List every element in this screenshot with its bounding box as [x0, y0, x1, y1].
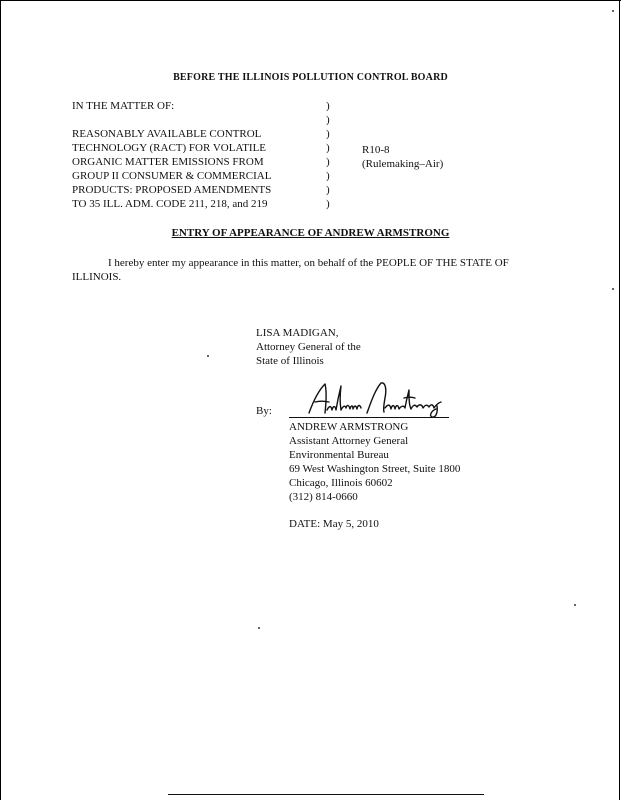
docket-type: (Rulemaking–Air) — [362, 158, 444, 170]
caption-line: GROUP II CONSUMER & COMMERCIAL — [72, 170, 272, 182]
caption-line: TECHNOLOGY (RACT) FOR VOLATILE — [72, 142, 267, 154]
scan-speck — [612, 10, 614, 12]
caption-paren: ) — [326, 156, 330, 168]
by-label: By: — [256, 405, 272, 417]
scan-speck — [574, 604, 576, 606]
caption-paren: ) — [326, 142, 330, 154]
caption-paren: ) — [326, 198, 330, 210]
caption-line: TO 35 ILL. ADM. CODE 211, 218, and 219 — [72, 198, 268, 210]
caption-paren: ) — [326, 100, 330, 112]
scan-speck — [258, 627, 260, 629]
page-border-left — [0, 0, 1, 800]
docket-number: R10-8 — [362, 144, 390, 156]
bottom-rule — [168, 794, 484, 795]
caption-paren: ) — [326, 128, 330, 140]
board-heading: BEFORE THE ILLINOIS POLLUTION CONTROL BOARD — [173, 72, 448, 83]
handwritten-signature — [305, 380, 455, 420]
signer-title: Assistant Attorney General — [289, 435, 409, 447]
signature-date: DATE: May 5, 2010 — [289, 518, 379, 530]
principal-title: State of Illinois — [256, 355, 324, 367]
caption-line: ORGANIC MATTER EMISSIONS FROM — [72, 156, 264, 168]
caption-line: PRODUCTS: PROPOSED AMENDMENTS — [72, 184, 272, 196]
signature-line — [289, 417, 449, 418]
caption-paren: ) — [326, 170, 330, 182]
principal-title: Attorney General of the — [256, 341, 361, 353]
entry-title: ENTRY OF APPEARANCE OF ANDREW ARMSTRONG — [171, 227, 450, 239]
signer-city: Chicago, Illinois 60602 — [289, 477, 393, 489]
principal-name: LISA MADIGAN, — [256, 327, 339, 339]
caption-line: IN THE MATTER OF: — [72, 100, 175, 112]
scan-speck — [207, 355, 209, 357]
caption-paren: ) — [326, 114, 330, 126]
scan-speck — [612, 288, 614, 290]
page-border-right — [619, 0, 620, 800]
signer-phone: (312) 814-0660 — [289, 491, 358, 503]
caption-line: REASONABLY AVAILABLE CONTROL — [72, 128, 262, 140]
signer-street: 69 West Washington Street, Suite 1800 — [289, 463, 461, 475]
caption-paren: ) — [326, 184, 330, 196]
appearance-text: I hereby enter my appearance in this matter, on behalf of the PEOPLE OF THE STATE OF ILLINOIS. — [72, 257, 509, 283]
page-border-top — [0, 0, 621, 1]
signer-bureau: Environmental Bureau — [289, 449, 389, 461]
signer-name: ANDREW ARMSTRONG — [289, 421, 409, 433]
appearance-paragraph — [72, 256, 547, 284]
